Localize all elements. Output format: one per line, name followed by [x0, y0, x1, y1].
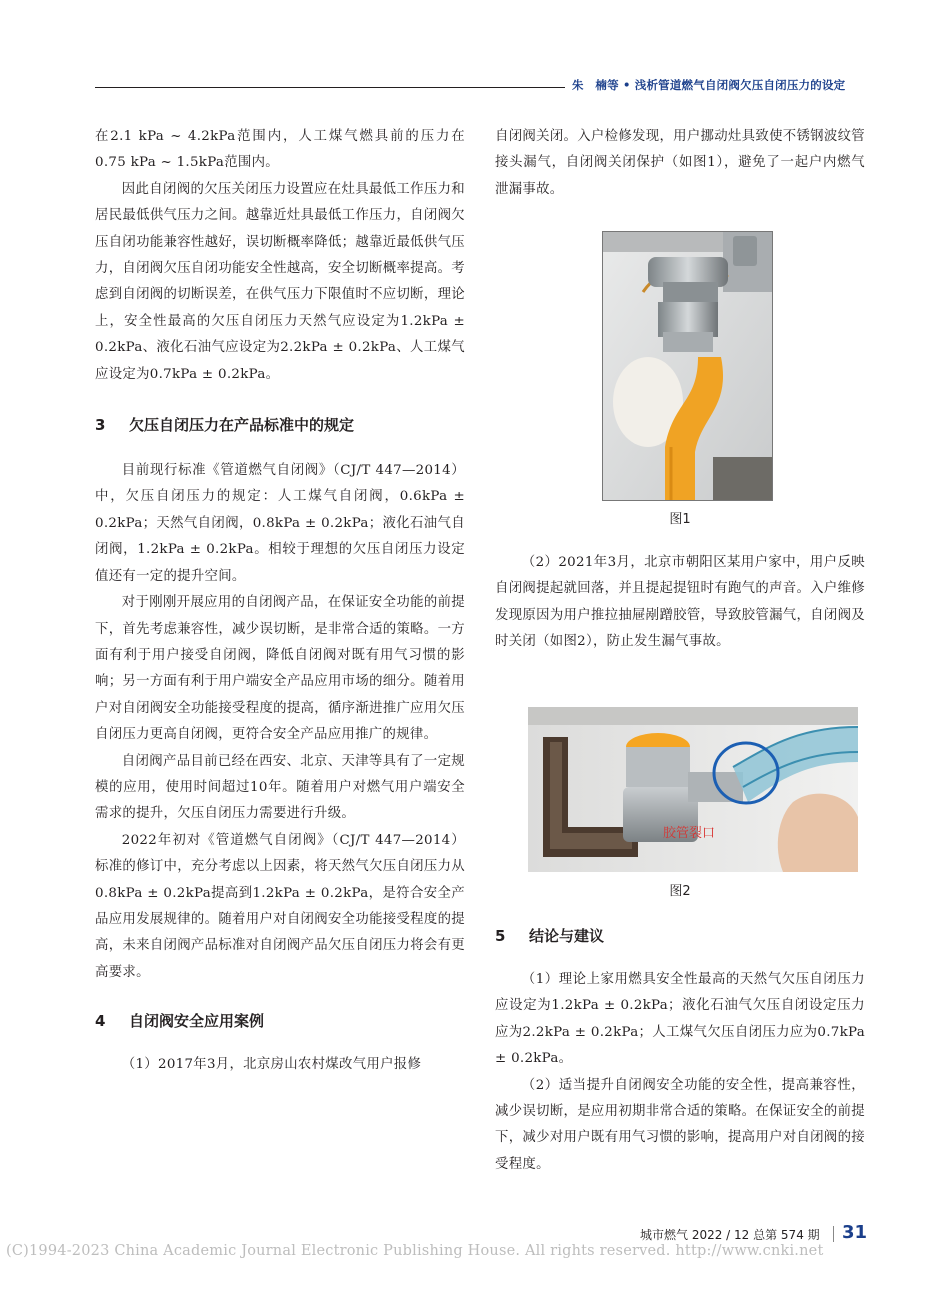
paragraph: 在2.1 kPa ~ 4.2kPa范围内，人工煤气燃具前的压力在0.75 kPa ~ 1.5kPa范围内。: [95, 129, 465, 171]
paragraph: （2）2021年3月，北京市朝阳区某用户家中，用户反映自闭阀提起就回落，并且提起提钮时有跑气的声音。入户维修发现原因为用户推拉抽屉剐蹭胶管，导致胶管漏气，自闭阀及时关闭（如图2），防止发生漏气事故。: [495, 555, 865, 650]
left-column: [95, 124, 465, 1079]
journal-footer: 城市燃气 2022 / 12 总第 574 期: [640, 1228, 820, 1242]
paragraph: （1）理论上家用燃具安全性最高的天然气欠压自闭压力应设定为1.2kPa ± 0.2kPa；液化石油气欠压自闭设定压力应为2.2kPa ± 0.2kPa；人工煤气欠压自闭压力应为0.7kPa ± 0.2kPa。: [495, 972, 865, 1067]
paragraph: 对于刚刚开展应用的自闭阀产品，在保证安全功能的前提下，首先考虑兼容性，减少误切断，是非常合适的策略。一方面有利于用户接受自闭阀，降低自闭阀对既有用气习惯的影响；另一方面有利于用户端安全产品应用市场的细分。随着用户对自闭阀安全功能接受程度的提高，循序渐进推广应用欠压自闭压力更高自闭阀，更符合安全产品应用推广的规律。: [95, 595, 465, 743]
regulator-hose-photo: [528, 707, 858, 872]
section-heading-5: [495, 925, 865, 947]
section-number: 3: [95, 416, 106, 435]
section-heading-3: [95, 414, 465, 436]
paragraph: （2）适当提升自闭阀安全功能的安全性，提高兼容性，减少误切断，是应用初期非常合适的策略。在保证安全的前提下，减少对用户既有用气习惯的影响，提高用户对自闭阀的接受程度。: [495, 1077, 865, 1172]
figure-2-caption: 图2: [669, 884, 691, 899]
figure-2-photo: [528, 707, 858, 872]
paragraph: 自闭阀产品目前已经在西安、北京、天津等具有了一定规模的应用，使用时间超过10年。随着用户对燃气用户端安全需求的提升，欠压自闭压力需要进行升级。: [95, 753, 465, 822]
copyright-watermark: (C)1994-2023 China Academic Journal Electronic Publishing House. All rights reserved. http://www.cnki.net: [6, 1243, 824, 1259]
figure-1-photo: [602, 231, 773, 501]
paragraph: 自闭阀关闭。入户检修发现，用户挪动灶具致使不锈钢波纹管接头漏气，自闭阀关闭保护（如图1），避免了一起户内燃气泄漏事故。: [495, 129, 865, 197]
figure-2-annotation: 胶管裂口: [663, 826, 716, 841]
right-column-bottom: [495, 925, 865, 1178]
paragraph: 目前现行标准《管道燃气自闭阀》（CJ/T 447—2014）中，欠压自闭压力的规定：人工煤气自闭阀，0.6kPa ± 0.2kPa；天然气自闭阀，0.8kPa ± 0.2kPa；液化石油气自闭阀，1.2kPa ± 0.2kPa。相较于理想的欠压自闭压力设定值还有一定的提升空间。: [95, 463, 465, 584]
page-number: 31: [842, 1222, 868, 1243]
paragraph: 2022年初对《管道燃气自闭阀》（CJ/T 447—2014）标准的修订中，充分考虑以上因素，将天然气欠压自闭压力从0.8kPa ± 0.2kPa提高到1.2kPa ± 0.2kPa，是符合安全产品应用发展规律的。随着用户对自闭阀安全功能接受程度的提高，未来自闭阀产品标准对自闭阀产品欠压自闭压力将会有更高要求。: [95, 832, 465, 980]
valve-hose-photo: [603, 232, 772, 500]
paragraph: （1）2017年3月，北京房山农村煤改气用户报修: [121, 1057, 422, 1073]
section-number: 4: [95, 1012, 106, 1031]
section-title: 欠压自闭压力在产品标准中的规定: [129, 416, 355, 435]
right-column-mid: [495, 550, 865, 656]
figure-1-caption: 图1: [669, 512, 691, 527]
section-number: 5: [495, 927, 506, 945]
paragraph: 因此自闭阀的欠压关闭压力设置应在灶具最低工作压力和居民最低供气压力之间。越靠近灶具最低工作压力，自闭阀欠压自闭功能兼容性越好，误切断概率降低；越靠近最低供气压力，自闭阀欠压自闭功能安全性越高，安全切断概率提高。考虑到自闭阀的切断误差，在供气压力下限值时不应切断，理论上，安全性最高的欠压自闭压力天然气应设定为1.2kPa ± 0.2kPa、液化石油气应设定为2.2kPa ± 0.2kPa、人工煤气应设定为0.7kPa ± 0.2kPa。: [95, 181, 465, 382]
running-title: 朱 楠等 • 浅析管道燃气自闭阀欠压自闭压力的设定: [572, 78, 846, 92]
right-column-top: [495, 124, 865, 203]
section-title: 自闭阀安全应用案例: [129, 1012, 265, 1031]
footer-separator: [833, 1226, 834, 1242]
section-heading-4: [95, 1010, 465, 1032]
section-title: 结论与建议: [529, 927, 605, 945]
header-rule: [95, 87, 565, 88]
